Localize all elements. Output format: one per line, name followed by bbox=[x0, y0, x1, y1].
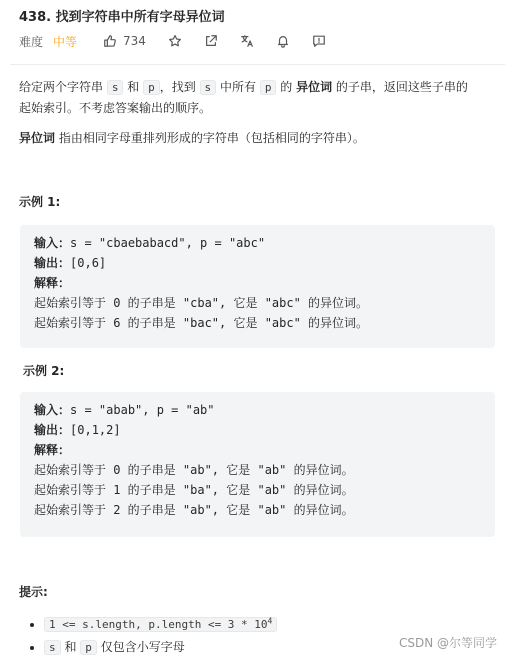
problem-meta-bar bbox=[19, 33, 348, 49]
constraints-heading: 提示: bbox=[19, 585, 48, 599]
explanation-line: 起始索引等于 0 的子串是 "cba", 它是 "abc" 的异位词。 bbox=[34, 296, 369, 310]
share-button[interactable] bbox=[204, 34, 218, 48]
desc-text: 中所有 bbox=[216, 80, 260, 94]
inline-code: s bbox=[44, 640, 61, 655]
output-value: [0,6] bbox=[70, 256, 107, 270]
problem-title: 438. 找到字符串中所有字母异位词 bbox=[19, 10, 225, 25]
constraint-code: 1 <= s.length, p.length <= 3 * 10 bbox=[49, 617, 268, 631]
example1-heading: 示例 1: bbox=[19, 195, 61, 209]
like-count: 734 bbox=[123, 34, 146, 48]
constraint-item bbox=[44, 636, 277, 659]
desc-text: 和 bbox=[123, 80, 144, 94]
star-icon bbox=[168, 34, 182, 48]
explanation-line: 起始索引等于 6 的子串是 "bac", 它是 "abc" 的异位词。 bbox=[34, 316, 369, 330]
desc-text: 起始索引。不考虑答案输出的顺序。 bbox=[19, 101, 212, 115]
explanation-label: 解释： bbox=[34, 443, 71, 457]
favorite-button[interactable] bbox=[168, 34, 182, 48]
desc-text: 的 bbox=[276, 80, 297, 94]
output-label: 输出： bbox=[34, 256, 71, 270]
constraint-text: 和 bbox=[60, 639, 81, 654]
share-icon bbox=[204, 34, 218, 48]
definition-paragraph bbox=[19, 128, 365, 148]
constraint-exponent: 4 bbox=[267, 616, 273, 625]
example1-block bbox=[20, 225, 495, 348]
explanation-line: 起始索引等于 1 的子串是 "ba", 它是 "ab" 的异位词。 bbox=[34, 483, 354, 497]
explanation-line: 起始索引等于 2 的子串是 "ab", 它是 "ab" 的异位词。 bbox=[34, 503, 354, 517]
constraint-text: 仅包含小写字母 bbox=[96, 639, 185, 654]
definition-term: 异位词 bbox=[19, 131, 56, 145]
constraints-list bbox=[28, 610, 277, 659]
feedback-button[interactable] bbox=[312, 34, 326, 48]
desc-text: ，找到 bbox=[159, 80, 200, 94]
input-label: 输入： bbox=[34, 403, 71, 417]
header-divider bbox=[10, 64, 505, 65]
description-paragraph bbox=[19, 77, 499, 118]
translate-button[interactable] bbox=[240, 34, 254, 48]
watermark: CSDN @尔等同学 bbox=[398, 636, 497, 650]
constraint-item bbox=[44, 610, 277, 636]
inline-code: s bbox=[107, 80, 124, 95]
inline-code: p bbox=[260, 80, 277, 95]
inline-code: p bbox=[143, 80, 160, 95]
example2-heading: 示例 2: bbox=[23, 364, 65, 378]
output-label: 输出： bbox=[34, 423, 71, 437]
inline-code: s bbox=[200, 80, 217, 95]
inline-code: p bbox=[80, 640, 97, 655]
like-button[interactable] bbox=[103, 34, 146, 48]
output-value: [0,1,2] bbox=[70, 423, 121, 437]
explanation-line: 起始索引等于 0 的子串是 "ab", 它是 "ab" 的异位词。 bbox=[34, 463, 354, 477]
notify-button[interactable] bbox=[276, 34, 290, 48]
definition-text: 指由相同字母重排列形成的字符串（包括相同的字符串）。 bbox=[55, 131, 365, 145]
feedback-icon bbox=[312, 34, 326, 48]
desc-bold: 异位词 bbox=[296, 80, 333, 94]
input-label: 输入： bbox=[34, 236, 71, 250]
bell-icon bbox=[276, 34, 290, 48]
input-value: s = "abab", p = "ab" bbox=[70, 403, 215, 417]
thumbs-up-icon bbox=[103, 34, 117, 48]
input-value: s = "cbaebabacd", p = "abc" bbox=[70, 236, 266, 250]
desc-text: 的子串，返回这些子串的 bbox=[332, 80, 468, 94]
difficulty-badge: 中等 bbox=[53, 34, 78, 49]
desc-text: 给定两个字符串 bbox=[19, 80, 107, 94]
translate-icon bbox=[240, 34, 254, 48]
explanation-label: 解释： bbox=[34, 276, 71, 290]
difficulty-label: 难度 bbox=[19, 34, 44, 49]
example2-block bbox=[20, 392, 495, 537]
inline-code bbox=[44, 617, 277, 632]
